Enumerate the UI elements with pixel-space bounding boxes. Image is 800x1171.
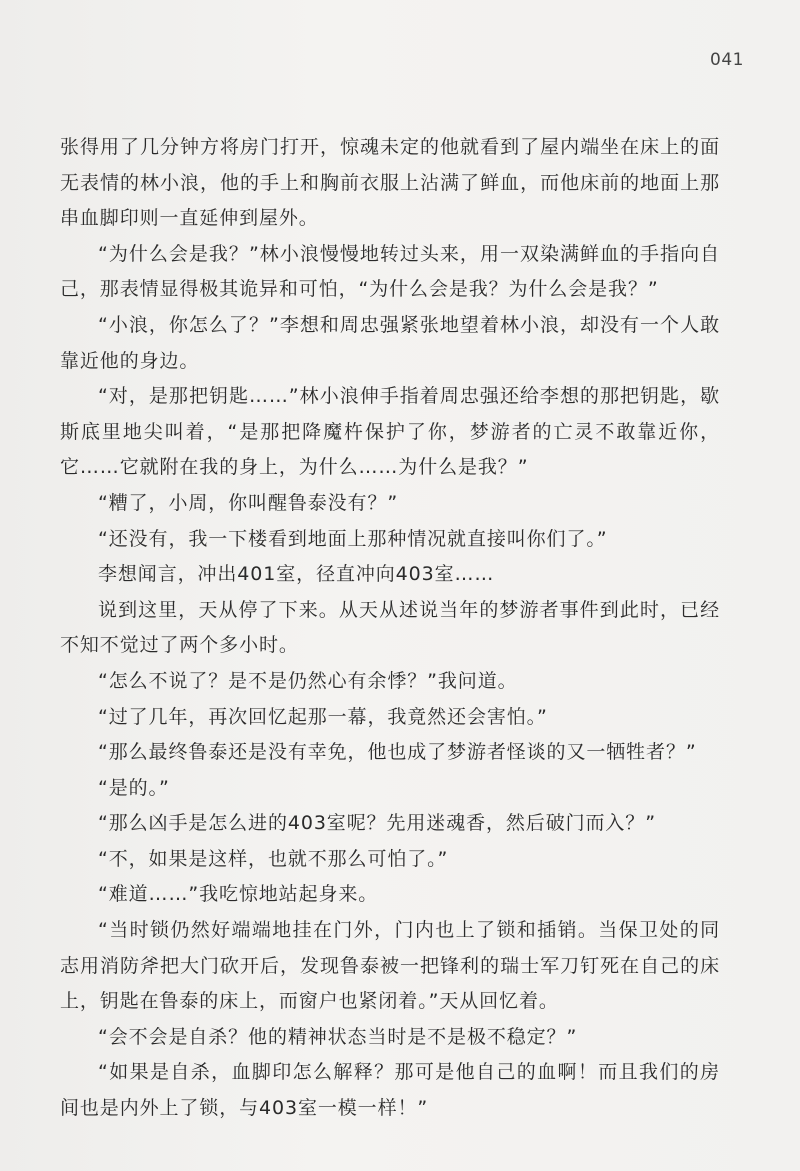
paragraph: 李想闻言，冲出401室，径直冲向403室……	[98, 563, 495, 586]
paragraph: 张得用了几分钟方将房门打开，惊魂未定的他就看到了屋内端坐在床上的面无表情的林小浪，他的手上和胸前衣服上沾满了鲜血，而他床前的地面上那串血脚印则一直延伸到屋外。	[60, 136, 720, 230]
paragraph: “为什么会是我？”林小浪慢慢地转过头来，用一双染满鲜血的手指向自己，那表情显得极其诡异和可怕，“为什么会是我？为什么会是我？”	[60, 242, 720, 301]
paragraph: “对，是那把钥匙……”林小浪伸手指着周忠强还给李想的那把钥匙，歇斯底里地尖叫着，“是那把降魔杵保护了你，梦游者的亡灵不敢靠近你，它……它就附在我的身上，为什么……为什么是我？”	[60, 385, 720, 479]
paragraph: 说到这里，天从停了下来。从天从述说当年的梦游者事件到此时，已经不知不觉过了两个多小时。	[60, 598, 720, 657]
paragraph: “过了几年，再次回忆起那一幕，我竟然还会害怕。”	[98, 705, 548, 728]
paragraph: “那么最终鲁泰还是没有幸免，他也成了梦游者怪谈的又一牺牲者？”	[98, 741, 697, 764]
paragraph: “不，如果是这样，也就不那么可怕了。”	[98, 847, 449, 870]
paragraph: “小浪，你怎么了？”李想和周忠强紧张地望着林小浪，却没有一个人敢靠近他的身边。	[60, 313, 720, 372]
paragraph: “怎么不说了？是不是仍然心有余悸？”我问道。	[98, 669, 518, 692]
paragraph: “当时锁仍然好端端地挂在门外，门内也上了锁和插销。当保卫处的同志用消防斧把大门砍开后，发现鲁泰被一把锋利的瑞士军刀钉死在自己的床上，钥匙在鲁泰的床上，而窗户也紧闭着。”天从回忆着。	[60, 919, 720, 1013]
paragraph: “糟了，小周，你叫醒鲁泰没有？”	[98, 491, 399, 514]
paragraph: “会不会是自杀？他的精神状态当时是不是极不稳定？”	[98, 1025, 578, 1048]
paragraph: “还没有，我一下楼看到地面上那种情况就直接叫你们了。”	[98, 527, 608, 550]
body-text	[60, 130, 720, 1127]
paragraph: “那么凶手是怎么进的403室呢？先用迷魂香，然后破门而入？”	[98, 812, 656, 835]
paragraph: “如果是自杀，血脚印怎么解释？那可是他自己的血啊！而且我们的房间也是内外上了锁，与403室一模一样！”	[60, 1061, 720, 1120]
paragraph: “是的。”	[98, 776, 170, 799]
page-number: 041	[710, 50, 744, 70]
paragraph: “难道……”我吃惊地站起身来。	[98, 883, 379, 906]
